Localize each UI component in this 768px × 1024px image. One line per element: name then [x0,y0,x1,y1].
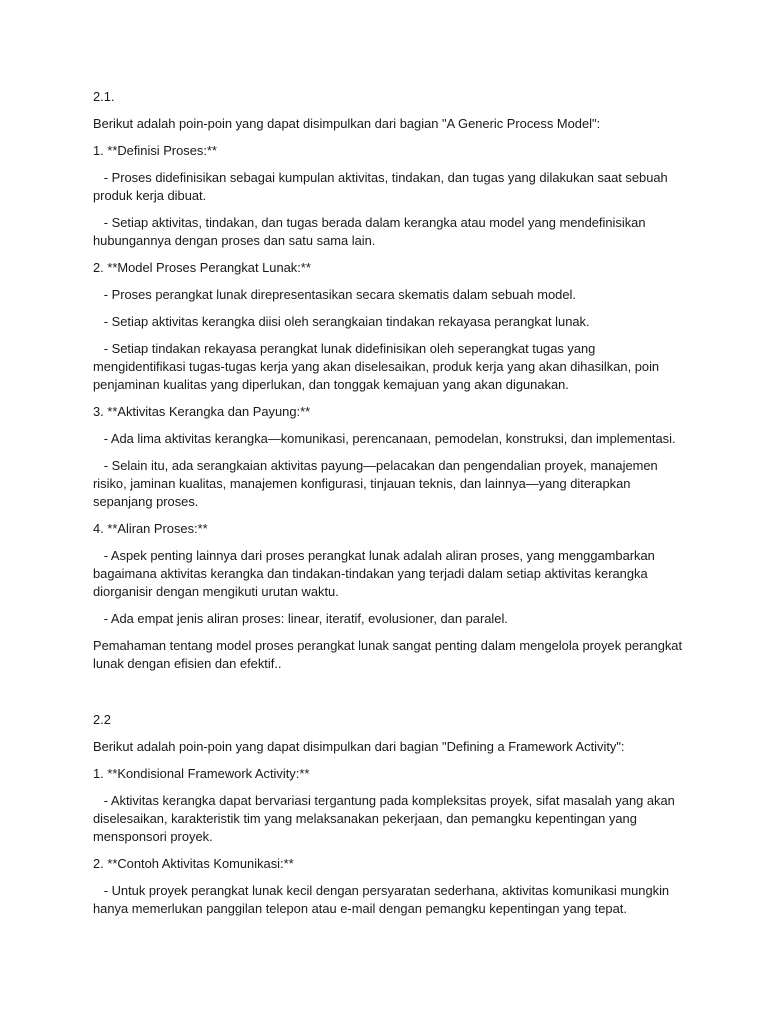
item-bullet: - Ada empat jenis aliran proses: linear, iteratif, evolusioner, dan paralel. [93,611,508,626]
item-bullet: - Untuk proyek perangkat lunak kecil dengan persyaratan sederhana, aktivitas komunikasi mungkin hanya memerlukan panggilan telepon atau e-mail dengan pemangku kepentingan yang tepat. [93,883,673,916]
item-bullet: - Setiap tindakan rekayasa perangkat lunak didefinisikan oleh seperangkat tugas yang mengidentifikasi tugas-tugas kerja yang akan diselesaikan, produk kerja yang akan dihasilkan, poin penjaminan kualitas yang diperlukan, dan tonggak kemajuan yang akan digunakan. [93,341,663,392]
item-bullet: - Selain itu, ada serangkaian aktivitas payung—pelacakan dan pengendalian proyek, manajemen risiko, jaminan kualitas, manajemen konfigurasi, tinjauan teknis, dan lainnya—yang diterapkan sepanjang proses. [93,458,662,509]
section-number: 2.1. [93,89,115,104]
section-conclusion: Pemahaman tentang model proses perangkat lunak sangat penting dalam mengelola proyek perangkat lunak dengan efisien dan efektif.. [93,638,686,671]
item-bullet: - Aktivitas kerangka dapat bervariasi tergantung pada kompleksitas proyek, sifat masalah yang akan diselesaikan, karakteristik tim yang melaksanakan pekerjaan, dan pemangku kepentingan yang mensponsori proyek. [93,793,679,844]
item-bullet: - Proses didefinisikan sebagai kumpulan aktivitas, tindakan, dan tugas yang dilakukan saat sebuah produk kerja dibuat. [93,170,672,203]
item-bullet: - Setiap aktivitas kerangka diisi oleh serangkaian tindakan rekayasa perangkat lunak. [93,314,590,329]
section-number: 2.2 [93,712,111,727]
section-spacer [93,682,683,711]
document-body [93,88,686,927]
item-heading: 2. **Contoh Aktivitas Komunikasi:** [93,856,294,871]
item-bullet: - Proses perangkat lunak direpresentasikan secara skematis dalam sebuah model. [93,287,576,302]
item-heading: 2. **Model Proses Perangkat Lunak:** [93,260,311,275]
item-bullet: - Setiap aktivitas, tindakan, dan tugas berada dalam kerangka atau model yang mendefinisikan hubungannya dengan proses dan satu sama lain. [93,215,650,248]
item-heading: 1. **Kondisional Framework Activity:** [93,766,310,781]
item-heading: 3. **Aktivitas Kerangka dan Payung:** [93,404,311,419]
section-intro: Berikut adalah poin-poin yang dapat disimpulkan dari bagian "A Generic Process Model": [93,116,601,131]
item-heading: 4. **Aliran Proses:** [93,521,208,536]
item-heading: 1. **Definisi Proses:** [93,143,217,158]
item-bullet: - Aspek penting lainnya dari proses perangkat lunak adalah aliran proses, yang menggambarkan bagaimana aktivitas kerangka dan tindakan-tindakan yang terjadi dalam setiap aktivitas kerangka diorganisir dengan mengikuti urutan waktu. [93,548,659,599]
item-bullet: - Ada lima aktivitas kerangka—komunikasi, perencanaan, pemodelan, konstruksi, dan implementasi. [93,431,676,446]
section-intro: Berikut adalah poin-poin yang dapat disimpulkan dari bagian "Defining a Framework Activity": [93,739,625,754]
